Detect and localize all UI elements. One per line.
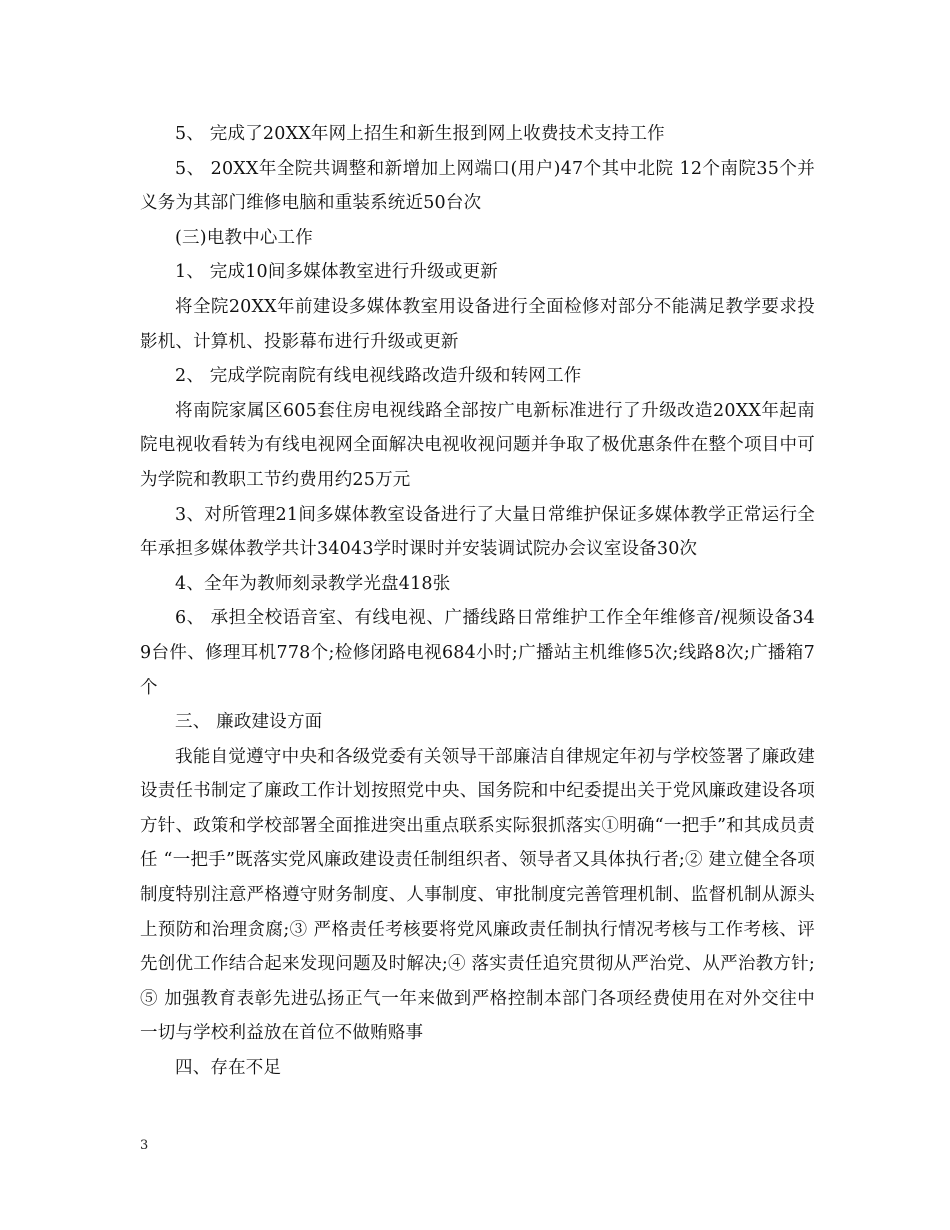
document-body xyxy=(140,117,815,1086)
paragraph-multimedia-detail: 将全院20XX年前建设多媒体教室用设备进行全面检修对部分不能满足教学要求投影机、计算机、投影幕布进行升级或更新 xyxy=(140,296,815,352)
paragraph-item-5-network-ports: 5、 20XX年全院共调整和新增加上网端口(用户)47个其中北院 12个南院35个并义务为其部门维修电脑和重装系统近50台次 xyxy=(140,158,815,214)
section-heading-shortcomings: 四、存在不足 xyxy=(175,1058,282,1079)
paragraph-item-6-repairs: 6、 承担全校语音室、有线电视、广播线路日常维护工作全年维修音/视频设备349台件、修理耳机778个;检修闭路电视684小时;广播站主机维修5次;线路8次;广播箱7个 xyxy=(140,608,815,698)
section-heading-av-center: (三)电教中心工作 xyxy=(175,227,313,248)
paragraph-item-1-multimedia-upgrade: 1、 完成10间多媒体教室进行升级或更新 xyxy=(175,262,498,283)
paragraph-item-5-online-enrollment: 5、 完成了20XX年网上招生和新生报到网上收费技术支持工作 xyxy=(175,124,665,144)
paragraph-cable-tv-detail: 将南院家属区605套住房电视线路全部按广电新标准进行了升级改造20XX年起南院电视收看转为有线电视网全面解决电视收视问题并争取了极优惠条件在整个项目中可为学院和教职工节约费用约25万元 xyxy=(140,400,815,490)
paragraph-item-3-maintenance: 3、对所管理21间多媒体教室设备进行了大量日常维护保证多媒体教学正常运行全年承担多媒体教学共计34043学时课时并安装调试院办会议室设备30次 xyxy=(140,504,815,560)
paragraph-item-4-discs: 4、全年为教师刻录教学光盘418张 xyxy=(175,573,451,594)
paragraph-item-2-cable-tv: 2、 完成学院南院有线电视线路改造升级和转网工作 xyxy=(175,366,582,387)
page-number: 3 xyxy=(140,1138,149,1153)
section-heading-integrity: 三、 廉政建设方面 xyxy=(175,712,323,733)
paragraph-integrity-detail: 我能自觉遵守中央和各级党委有关领导干部廉洁自律规定年初与学校签署了廉政建设责任书制定了廉政工作计划按照党中央、国务院和中纪委提出关于党风廉政建设各项方针、政策和学校部署全面推进突出重点联系实际狠抓落实①明确“一把手”和其成员责任 “一把手”既落实党风廉政建设责任制组织者、领导者又具体执行者;② 建立健全各项制度特别注意严格遵守财务制度、人事制度、审批制度完善管理机制、监督机制从源头上预防和治理贪腐;③ 严格责任考核要将党风廉政责任制执行情况考核与工作考核、评先创优工作结合起来发现问题及时解决;④ 落实责任追究贯彻从严治党、从严治教方针;⑤ 加强教育表彰先进弘扬正气一年来做到严格控制本部门各项经费使用在对外交往中一切与学校利益放在首位不做贿赂事 xyxy=(140,746,815,1044)
